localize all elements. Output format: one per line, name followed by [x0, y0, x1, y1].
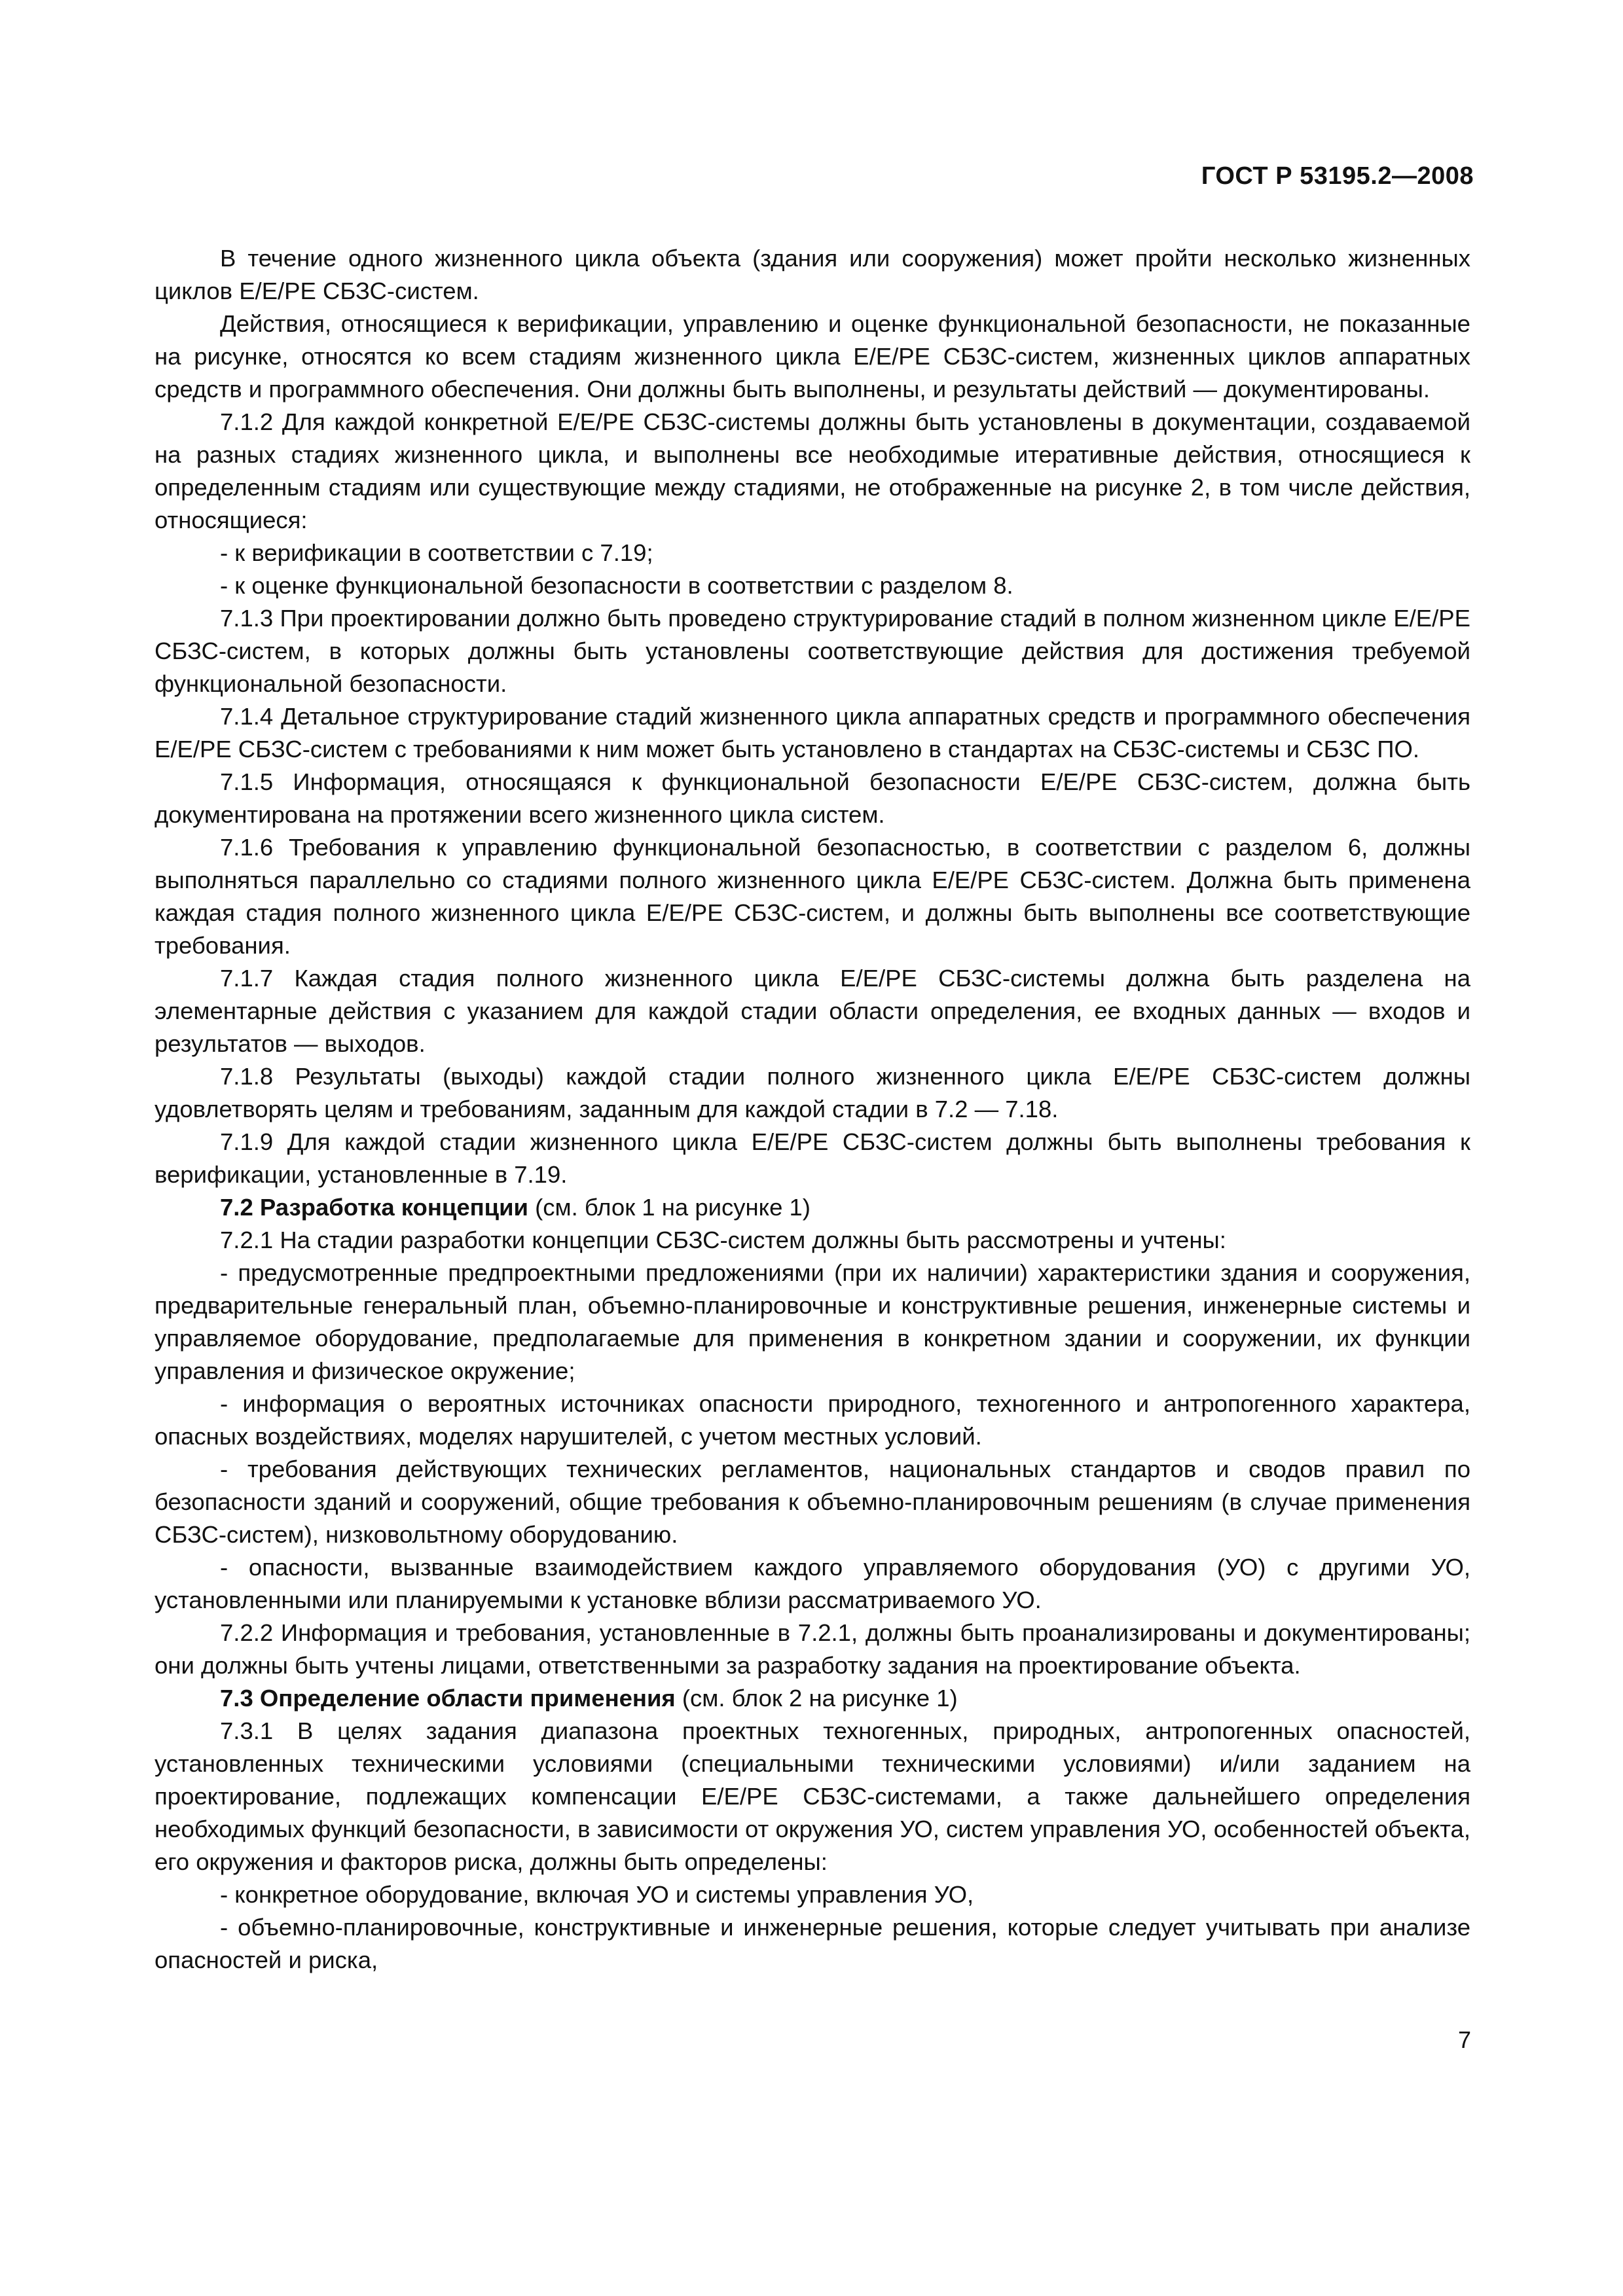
paragraph: 7.3.1 В целях задания диапазона проектных техногенных, природных, антропогенных опасностей, установленных техническими условиями (специальными техническими условиями) и/или заданием на проектирование, подлежащих компенсации Е/Е/РЕ СБЗС-системами, а также дальнейшего определения необходимых функций безопасности, в зависимости от окружения УО, систем управления УО, особенностей объекта, его окружения и факторов риска, должны быть определены:	[155, 1717, 1470, 1875]
list-item: - предусмотренные предпроектными предложениями (при их наличии) характеристики здания и сооружения, предварительные генеральный план, объемно-планировочные и конструктивные решения, инженерные системы и управляемое оборудование, предполагаемые для применения в конкретном здании и сооружении, их функции управления и физическое окружение;	[155, 1259, 1470, 1384]
page-number: 7	[1457, 2026, 1471, 2053]
section-number: 7.3	[220, 1685, 253, 1712]
list-item: - объемно-планировочные, конструктивные и инженерные решения, которые следует учитывать при анализе опасностей и риска,	[155, 1914, 1470, 1973]
paragraph: 7.1.6 Требования к управлению функциональной безопасностью, в соответствии с разделом 6, должны выполняться параллельно со стадиями полного жизненного цикла Е/Е/РЕ СБЗС-систем. Должна быть применена каждая стадия полного жизненного цикла Е/Е/РЕ СБЗС-систем, и должны быть выполнены все соответствующие требования.	[155, 834, 1470, 959]
paragraph: 7.1.5 Информация, относящаяся к функциональной безопасности Е/Е/РЕ СБЗС-систем, должна быть документирована на протяжении всего жизненного цикла систем.	[155, 768, 1470, 828]
paragraph: 7.1.8 Результаты (выходы) каждой стадии полного жизненного цикла Е/Е/РЕ СБЗС-систем должны удовлетворять целям и требованиям, заданным для каждой стадии в 7.2 — 7.18.	[155, 1063, 1470, 1122]
paragraph: 7.1.9 Для каждой стадии жизненного цикла Е/Е/РЕ СБЗС-систем должны быть выполнены требования к верификации, установленные в 7.19.	[155, 1128, 1470, 1188]
paragraph: 7.2.1 На стадии разработки концепции СБЗС-систем должны быть рассмотрены и учтены:	[220, 1227, 1226, 1253]
list-item: - к верификации в соответствии с 7.19;	[220, 539, 653, 566]
paragraph: 7.1.2 Для каждой конкретной Е/Е/РЕ СБЗС-системы должны быть установлены в документации, создаваемой на разных стадиях жизненного цикла, и выполнены все необходимые итеративные действия, относящиеся к определенным стадиям или существующие между стадиями, не отображенные на рисунке 2, в том числе действия, относящиеся:	[155, 408, 1470, 533]
section-reference: (см. блок 1 на рисунке 1)	[528, 1194, 811, 1221]
list-item: - конкретное оборудование, включая УО и системы управления УО,	[220, 1881, 974, 1908]
document-header-id: ГОСТ Р 53195.2—2008	[1201, 162, 1474, 190]
section-heading-7-2	[155, 1191, 1470, 1224]
section-heading-7-3	[155, 1682, 1470, 1715]
paragraph: Действия, относящиеся к верификации, управлению и оценке функциональной безопасности, не показанные на рисунке, относятся ко всем стадиям жизненного цикла Е/Е/РЕ СБЗС-систем, жизненных циклов аппаратных средств и программного обеспечения. Они должны быть выполнены, и результаты действий — документированы.	[155, 310, 1470, 403]
paragraph: В течение одного жизненного цикла объекта (здания или сооружения) может пройти несколько жизненных циклов Е/Е/РЕ СБЗС-систем.	[155, 245, 1470, 304]
list-item: - к оценке функциональной безопасности в соответствии с разделом 8.	[220, 572, 1013, 599]
document-body	[155, 242, 1470, 1977]
section-number: 7.2	[220, 1194, 253, 1221]
list-item: - требования действующих технических регламентов, национальных стандартов и сводов правил по безопасности зданий и сооружений, общие требования к объемно-планировочным решениям (в случае применения СБЗС-систем), низковольтному оборудованию.	[155, 1456, 1470, 1548]
section-title: Определение области применения	[259, 1685, 676, 1712]
paragraph: 7.1.4 Детальное структурирование стадий жизненного цикла аппаратных средств и программного обеспечения Е/Е/РЕ СБЗС-систем с требованиями к ним может быть установлено в стандартах на СБЗС-системы и СБЗС ПО.	[155, 703, 1470, 762]
paragraph: 7.1.7 Каждая стадия полного жизненного цикла Е/Е/РЕ СБЗС-системы должна быть разделена на элементарные действия с указанием для каждой стадии области определения, ее входных данных — входов и результатов — выходов.	[155, 965, 1470, 1057]
paragraph: 7.1.3 При проектировании должно быть проведено структурирование стадий в полном жизненном цикле Е/Е/РЕ СБЗС-систем, в которых должны быть установлены соответствующие действия для достижения требуемой функциональной безопасности.	[155, 605, 1470, 697]
section-title: Разработка концепции	[259, 1194, 528, 1221]
section-reference: (см. блок 2 на рисунке 1)	[675, 1685, 958, 1712]
list-item: - опасности, вызванные взаимодействием каждого управляемого оборудования (УО) с другими УО, установленными или планируемыми к установке вблизи рассматриваемого УО.	[155, 1554, 1470, 1613]
list-item: - информация о вероятных источниках опасности природного, техногенного и антропогенного характера, опасных воздействиях, моделях нарушителей, с учетом местных условий.	[155, 1390, 1470, 1450]
paragraph: 7.2.2 Информация и требования, установленные в 7.2.1, должны быть проанализированы и документированы; они должны быть учтены лицами, ответственными за разработку задания на проектирование объекта.	[155, 1619, 1470, 1679]
